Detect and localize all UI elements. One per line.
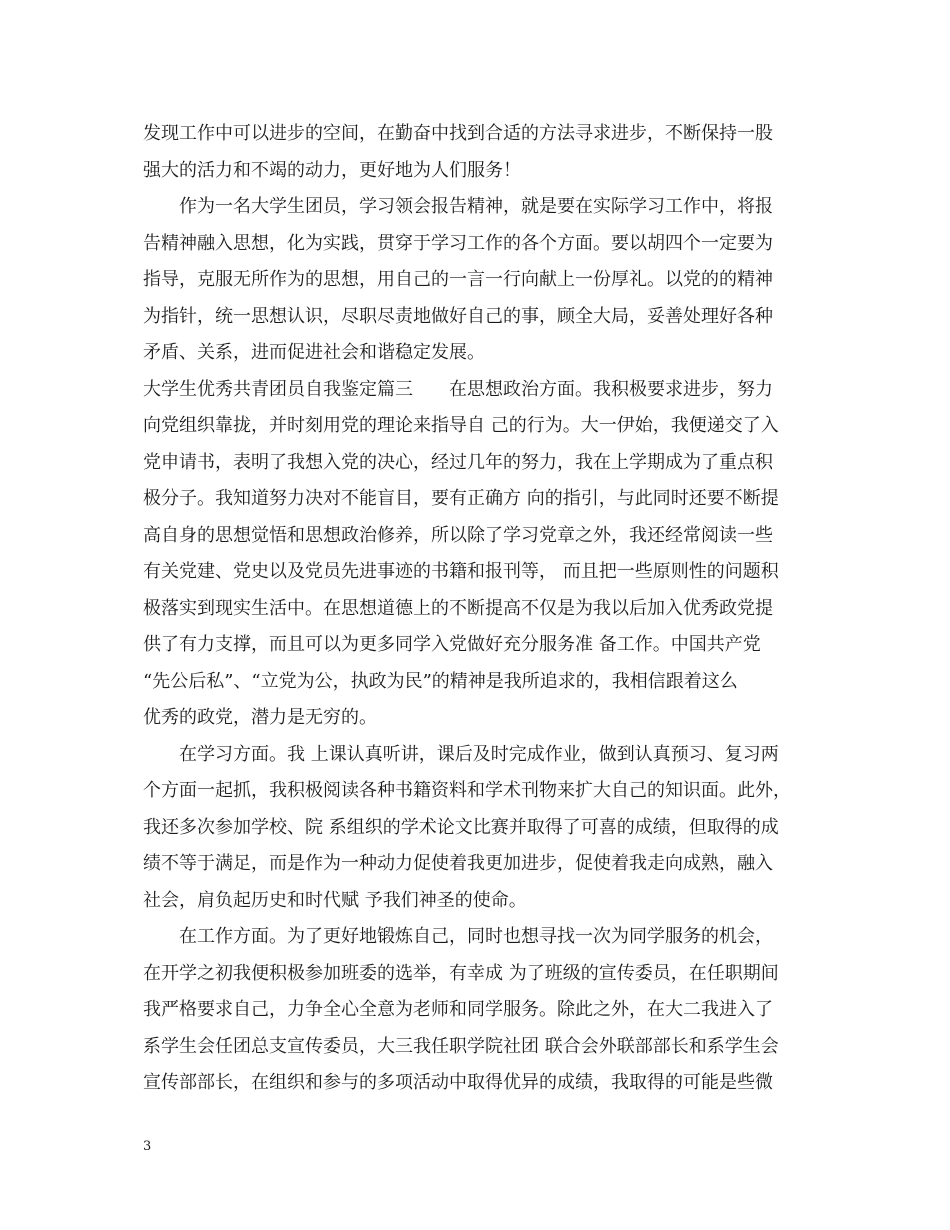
text-line: 为指针，统一思想认识，尽职尽责地做好自己的事，顾全大局，妥善处理好各种 bbox=[143, 305, 773, 327]
text-line: 党申请书，表明了我想入党的决心，经过几年的努力，我在上学期成为了重点积 bbox=[143, 451, 773, 473]
text-line: 作为一名大学生团员，学习领会报告精神，就是要在实际学习工作中，将报 bbox=[143, 196, 773, 217]
text-line: 供了有力支撑，而且可以为更多同学入党做好充分服务准 备工作。中国共产党 bbox=[143, 634, 761, 655]
text-line: 我还多次参加学校、院 系组织的学术论文比赛并取得了可喜的成绩，但取得的成 bbox=[143, 816, 779, 838]
section-heading-line: 大学生优秀共青团员自我鉴定篇三 在思想政治方面。我积极要求进步，努力 bbox=[143, 378, 773, 400]
text-line: 向党组织靠拢，并时刻用党的理论来指导自 己的行为。大一伊始，我便递交了入 bbox=[143, 415, 779, 436]
text-line: 社会，肩负起历史和时代赋 予我们神圣的使命。 bbox=[143, 889, 527, 911]
text-line: 宣传部部长，在组织和参与的多项活动中取得优异的成绩，我取得的可能是些微 bbox=[143, 1072, 773, 1093]
text-line: 系学生会任团总支宣传委员，大三我任职学院社团 联合会外联部部长和系学生会 bbox=[143, 1035, 779, 1057]
text-line: 绩不等于满足，而是作为一种动力促使着我更加进步，促使着我走向成熟，融入 bbox=[143, 853, 773, 874]
text-line: “先公后私”、“立党为公，执政为民”的精神是我所追求的，我相信跟着这么 bbox=[143, 670, 738, 692]
text-line: 优秀的政党，潜力是无穷的。 bbox=[143, 707, 377, 728]
page-number: 3 bbox=[143, 1139, 152, 1154]
text-line: 告精神融入思想，化为实践，贯穿于学习工作的各个方面。要以胡四个一定要为 bbox=[143, 232, 773, 254]
text-line: 在开学之初我便积极参加班委的选举，有幸成 为了班级的宣传委员，在任职期间 bbox=[143, 962, 779, 984]
text-line: 我严格要求自己，力争全心全意为老师和同学服务。除此之外，在大二我进入了 bbox=[143, 999, 773, 1020]
text-line: 发现工作中可以进步的空间，在勤奋中找到合适的方法寻求进步，不断保持一股 bbox=[143, 123, 773, 144]
text-line: 指导，克服无所作为的思想，用自己的一言一行向献上一份厚礼。以党的的精神 bbox=[143, 269, 773, 290]
text-line: 强大的活力和不竭的动力，更好地为人们服务！ bbox=[143, 159, 521, 181]
text-line: 在工作方面。为了更好地锻炼自己，同时也想寻找一次为同学服务的机会， bbox=[143, 926, 773, 947]
text-line: 极分子。我知道努力决对不能盲目，要有正确方 向的指引，与此同时还要不断提 bbox=[143, 488, 779, 509]
text-line: 高自身的思想觉悟和思想政治修养，所以除了学习党章之外，我还经常阅读一些 bbox=[143, 524, 773, 546]
document-body bbox=[143, 116, 823, 1102]
text-line: 个方面一起抓，我积极阅读各种书籍资料和学术刊物来扩大自己的知识面。此外， bbox=[143, 780, 791, 801]
text-line: 矛盾、关系，进而促进社会和谐稳定发展。 bbox=[143, 342, 485, 363]
text-line: 有关党建、党史以及党员先进事迹的书籍和报刊等， 而且把一些原则性的问题积 bbox=[143, 561, 779, 582]
text-line: 极落实到现实生活中。在思想道德上的不断提高不仅是为我以后加入优秀政党提 bbox=[143, 597, 773, 619]
text-line: 在学习方面。我 上课认真听讲，课后及时完成作业，做到认真预习、复习两 bbox=[143, 743, 779, 765]
